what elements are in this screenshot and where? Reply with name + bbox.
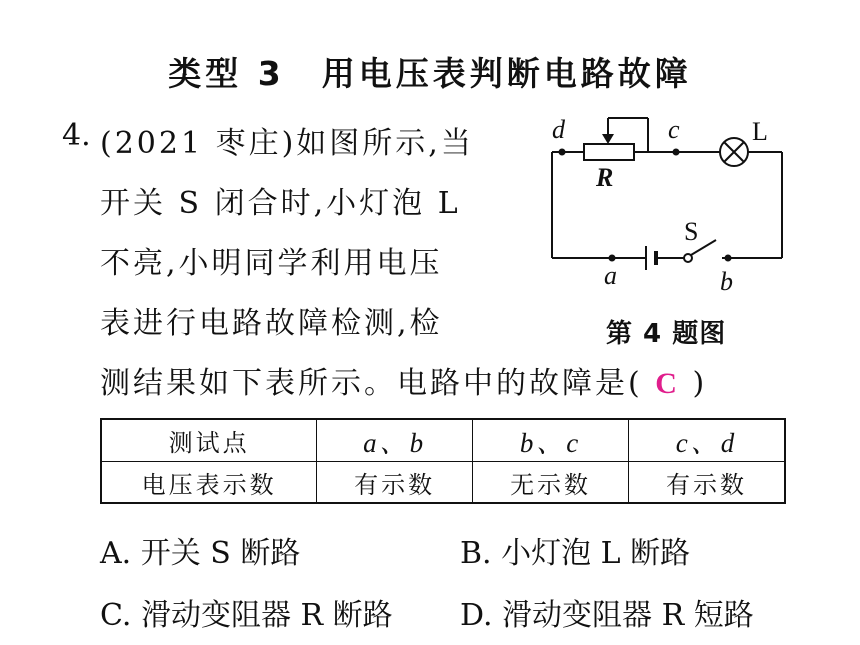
option-a: A. 开关 S 断路 (100, 536, 301, 571)
table-cell: 电压表示数 (101, 462, 317, 504)
option-b: B. 小灯泡 L 断路 (460, 536, 691, 571)
label-d: d (552, 115, 565, 144)
question-line-2: 开关 S 闭合时,小灯泡 L (100, 186, 461, 221)
question-line-3: 不亮,小明同学利用电压 (100, 246, 443, 281)
switch-contact (684, 254, 692, 262)
option-d: D. 滑动变阻器 R 短路 (460, 598, 754, 633)
close-paren: ) (692, 366, 708, 401)
point-c (673, 149, 680, 156)
resistor (584, 144, 634, 160)
table-cell: c、d (629, 419, 785, 462)
table-cell: a、b (317, 419, 473, 462)
question-line-1: (2021 枣庄)如图所示,当 (100, 126, 474, 161)
point-d (559, 149, 566, 156)
label-R: R (596, 163, 614, 192)
table-cell: 无示数 (473, 462, 629, 504)
slider-arrow-head (602, 134, 614, 144)
table-cell: 有示数 (317, 462, 473, 504)
label-S: S (684, 217, 699, 246)
label-b: b (720, 267, 733, 296)
table-row (101, 462, 785, 504)
question-line-4: 表进行电路故障检测,检 (100, 306, 443, 341)
point-b (725, 255, 732, 262)
question-line-5 (100, 358, 707, 402)
table-cell: 测试点 (101, 419, 317, 462)
label-c: c (668, 115, 680, 144)
table-row (101, 419, 785, 462)
table-cell: 有示数 (629, 462, 785, 504)
table-cell: b、c (473, 419, 629, 462)
label-L: L (752, 117, 768, 146)
label-a: a (604, 261, 617, 290)
question-number: 4. (62, 118, 91, 153)
question-last-line: 测结果如下表所示。电路中的故障是( (100, 366, 643, 401)
answer-choice: C (655, 367, 680, 400)
section-title: 类型 3 用电压表判断电路故障 (168, 54, 692, 93)
option-c: C. 滑动变阻器 R 断路 (100, 598, 393, 633)
figure-caption: 第 4 题图 (606, 319, 727, 349)
results-table (100, 418, 786, 504)
circuit-diagram (542, 112, 792, 302)
